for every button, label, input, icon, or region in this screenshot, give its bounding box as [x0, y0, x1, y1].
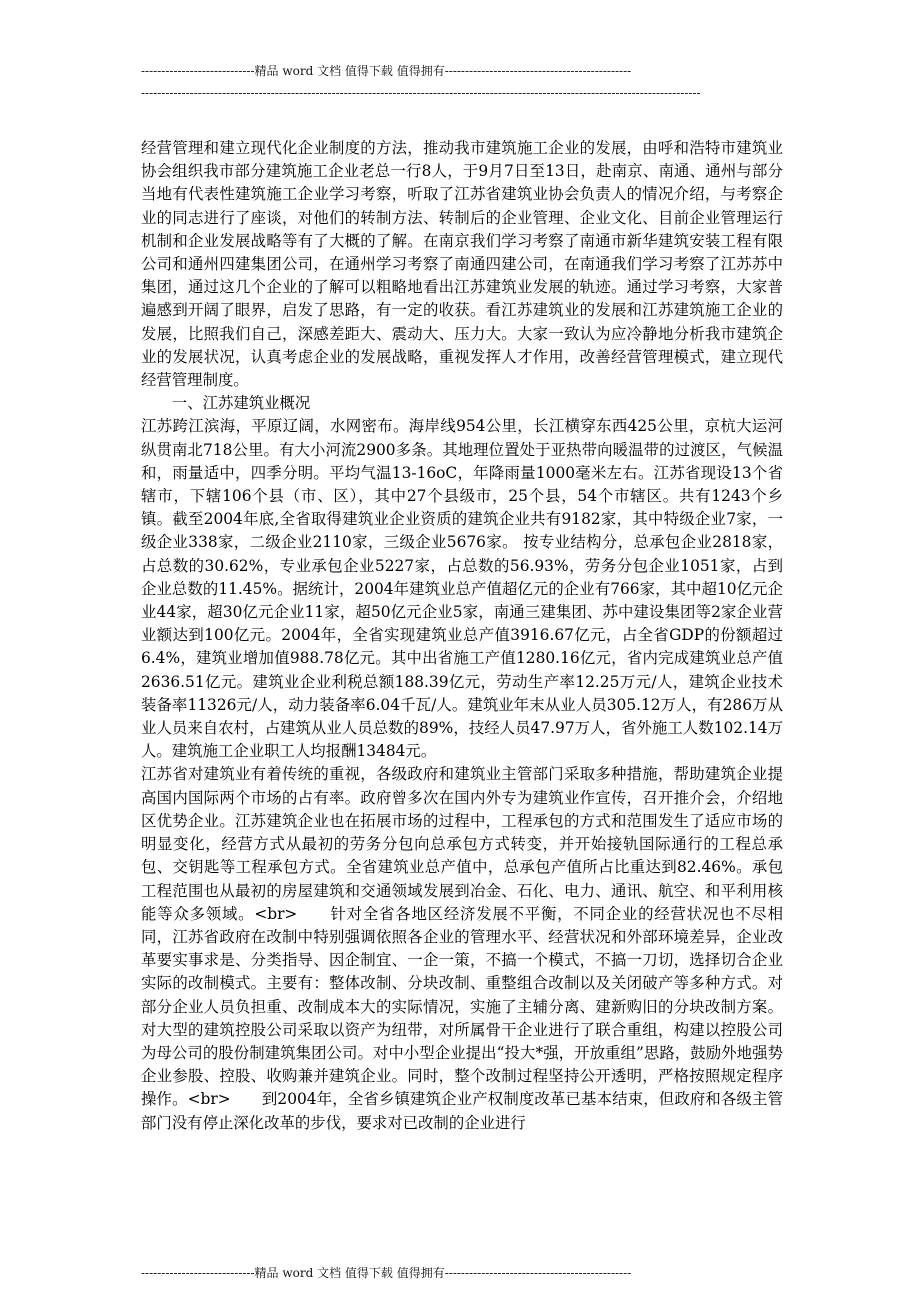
header-divider: ------------------------------------------------------------------------------------------------------------------------------------------: [141, 86, 701, 100]
paragraph-policy: 江苏省对建筑业有着传统的重视，各级政府和建筑业主管部门采取多种措施，帮助建筑企业提高国内国际两个市场的占有率。政府曾多次在国内外专为建筑业作宣传，召开推介会，介绍地区优势企业。江苏建筑企业也在拓展市场的过程中，工程承包的方式和范围发生了适应市场的明显变化，经营方式从最初的劳务分包向总承包方式转变，并开始接轨国际通行的工程总承包、交钥匙等工程承包方式。全省建筑业总产值中，总承包产值所占比重达到82.46%。承包工程范围也从最初的房屋建筑和交通领域发展到冶金、石化、电力、通讯、航空、和平利用核能等众多领域。<br> 针对全省各地区经济发展不平衡，不同企业的经营状况也不尽相同，江苏省政府在改制中特别强调依照各企业的管理水平、经营状况和外部环境差异，企业改革要实事求是、分类指导、因企制宜、一企一策，不搞一个模式，不搞一刀切，选择切合企业实际的改制模式。主要有：整体改制、分块改制、重整组合改制以及关闭破产等多种方式。对部分企业人员负担重、改制成本大的实际情况，实施了主辅分离、建新购旧的分块改制方案。对大型的建筑控股公司采取以资产为纽带，对所属骨干企业进行了联合重组，构建以控股公司为母公司的股份制建筑集团公司。对中小型企业提出“投大*强，开放重组”思路，鼓励外地强势企业参股、控股、收购兼并建筑企业。同时，整个改制过程坚持公开透明，严格按照规定程序操作。<br> 到2004年，全省乡镇建筑企业产权制度改革已基本结束，但政府和各级主管部门没有停止深化改革的步伐，要求对已改制的企业进行: [141, 765, 783, 1132]
document-body: [141, 137, 783, 1135]
page-header: ----------------------------精品 word 文档 值得下载 值得拥有----------------------------------------------: [141, 64, 632, 78]
paragraph-overview: 江苏跨江滨海，平原辽阔，水网密布。海岸线954公里，长江横穿东西425公里，京杭大运河纵贯南北718公里。有大小河流2900多条。其地理位置处于亚热带向暖温带的过渡区，气候温和，雨量适中，四季分明。平均气温13-16oC，年降雨量1000毫米左右。江苏省现设13个省辖市，下辖106个县（市、区），其中27个县级市，25个县，54个市辖区。共有1243个乡镇。截至2004年底,全省取得建筑业企业资质的建筑企业共有9182家，其中特级企业7家，一级企业338家，二级企业2110家，三级企业5676家。 按专业结构分，总承包企业2818家，占总数的30.62%，专业承包企业5227家，占总数的56.93%，劳务分包企业1051家，占到企业总数的11.45%。据统计，2004年建筑业总产值超亿元的企业有766家，其中超10亿元企业44家，超30亿元企业11家，超50亿元企业5家，南通三建集团、苏中建设集团等2家企业营业额达到100亿元。2004年，全省实现建筑业总产值3916.67亿元，占全省GDP的份额超过6.4%，建筑业增加值988.78亿元。其中出省施工产值1280.16亿元，省内完成建筑业总产值2636.51亿元。建筑业企业利税总额188.39亿元，劳动生产率12.25万元/人，建筑企业技术装备率11326元/人，动力装备率6.04千瓦/人。建筑业年末从业人员305.12万人，有286万从业人员来自农村，占建筑从业人员总数的89%，技经人员47.97万人，省外施工人数102.14万人。建筑施工企业职工人均报酬13484元。: [141, 417, 783, 761]
section-heading: 一、江苏建筑业概况: [171, 394, 311, 413]
page-footer: ----------------------------精品 word 文档 值得下载 值得拥有----------------------------------------------: [141, 1266, 632, 1280]
paragraph-intro: 经营管理和建立现代化企业制度的方法，推动我市建筑施工企业的发展，由呼和浩特市建筑业协会组织我市部分建筑施工企业老总一行8人，于9月7日至13日，赴南京、南通、通州与部分当地有代表性建筑施工企业学习考察，听取了江苏省建筑业协会负责人的情况介绍，与考察企业的同志进行了座谈，对他们的转制方法、转制后的企业管理、企业文化、目前企业管理运行机制和企业发展战略等有了大概的了解。在南京我们学习考察了南通市新华建筑安装工程有限公司和通州四建集团公司，在通州学习考察了南通四建公司，在南通我们学习考察了江苏苏中集团，通过这几个企业的了解可以粗略地看出江苏建筑业发展的轨迹。通过学习考察，大家普遍感到开阔了眼界，启发了思路，有一定的收获。看江苏建筑业的发展和江苏建筑施工企业的发展，比照我们自己，深感差距大、震动大、压力大。大家一致认为应冷静地分析我市建筑企业的发展状况，认真考虑企业的发展战略，重视发挥人才作用，改善经营管理模式，建立现代经营管理制度。: [141, 139, 783, 390]
